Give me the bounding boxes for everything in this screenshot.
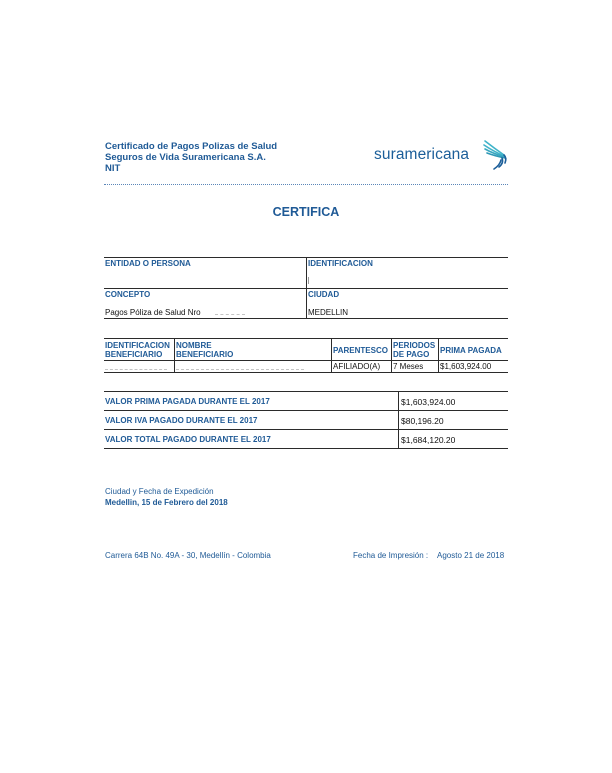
total-iva-value: $80,196.20	[401, 416, 444, 426]
header-prima: PRIMA PAGADA	[440, 346, 502, 355]
table-col-divider	[331, 338, 332, 373]
total-paid-value: $1,684,120.20	[401, 435, 456, 445]
header-id-beneficiary: IDENTIFICACION BENEFICIARIO	[105, 341, 170, 359]
header-title-line-1: Certificado de Pagos Polizas de Salud	[105, 141, 278, 152]
city-label: CIUDAD	[308, 290, 340, 299]
header-nit-label: NIT	[105, 163, 121, 174]
total-paid-label: VALOR TOTAL PAGADO DURANTE EL 2017	[105, 435, 271, 444]
totals-top-rule	[104, 391, 508, 392]
table-top-rule	[104, 338, 508, 339]
issue-label: Ciudad y Fecha de Expedición	[105, 487, 214, 496]
city-value: MEDELLIN	[308, 308, 349, 317]
print-date-value: Agosto 21 de 2018	[437, 551, 505, 560]
header-title-line-2: Seguros de Vida Suramericana S.A.	[105, 152, 266, 163]
footer-address: Carrera 64B No. 49A - 30, Medellín - Colombia	[105, 551, 271, 560]
total-iva-label: VALOR IVA PAGADO DURANTE EL 2017	[105, 416, 258, 425]
table-header-rule	[104, 360, 508, 361]
print-date-label: Fecha de Impresión :	[353, 551, 429, 560]
redacted-beneficiary-id	[105, 369, 167, 370]
table-col-divider	[174, 338, 175, 373]
totals-bottom-rule	[104, 448, 508, 449]
redacted-beneficiary-name	[176, 369, 304, 370]
logo-fan-icon	[482, 138, 510, 172]
total-prima-value: $1,603,924.00	[401, 397, 456, 407]
redacted-identification	[308, 277, 309, 284]
suramericana-logo	[374, 138, 510, 174]
box-divider	[306, 257, 307, 319]
certifica-title: CERTIFICA	[272, 205, 340, 219]
header-parentesco: PARENTESCO	[333, 346, 388, 355]
totals-rule	[104, 410, 508, 411]
table-col-divider	[438, 338, 439, 373]
totals-rule	[104, 429, 508, 430]
table-col-divider	[391, 338, 392, 373]
cell-parentesco: AFILIADO(A)	[333, 362, 381, 371]
total-prima-label: VALOR PRIMA PAGADA DURANTE EL 2017	[105, 397, 270, 406]
cell-prima: $1,603,924.00	[440, 362, 492, 371]
concept-value: Pagos Póliza de Salud Nro	[105, 308, 201, 317]
concept-label: CONCEPTO	[105, 290, 151, 299]
entity-label: ENTIDAD O PERSONA	[105, 259, 191, 268]
identification-label: IDENTIFICACION	[308, 259, 373, 268]
issue-value: Medellin, 15 de Febrero del 2018	[105, 498, 228, 507]
logo-wordmark: suramericana	[374, 146, 470, 163]
header-name-beneficiary: NOMBRE BENEFICIARIO	[176, 341, 234, 359]
header-divider	[104, 184, 508, 185]
header-periodos: PERIODOS DE PAGO	[393, 341, 436, 359]
cell-periodos: 7 Meses	[393, 362, 424, 371]
redacted-policy-number	[215, 314, 245, 315]
table-bottom-rule	[104, 372, 508, 373]
totals-divider	[398, 391, 399, 449]
